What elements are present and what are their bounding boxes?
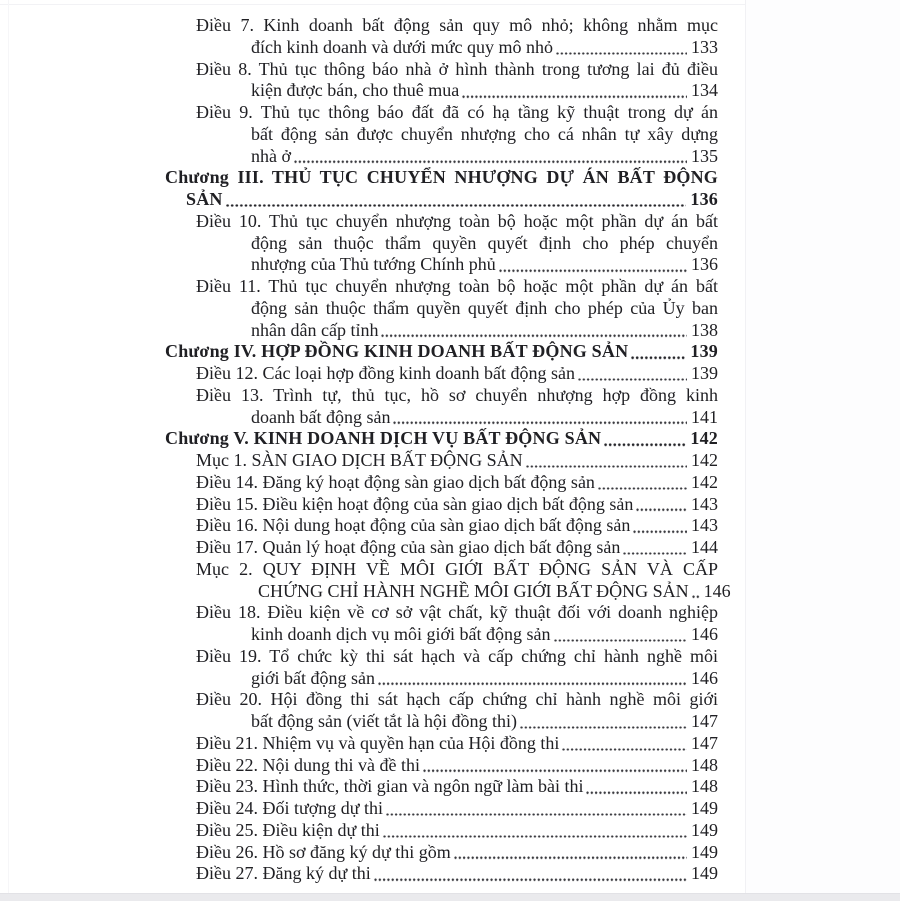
toc-line: [186, 189, 718, 211]
toc-entry-title: Điều 24. Đối tượng dự thi: [196, 798, 384, 818]
dot-leader: [692, 595, 700, 598]
toc-entry-title: Điều 25. Điều kiện dự thi: [196, 819, 380, 840]
toc-entry: [0, 102, 718, 167]
toc-entry: [0, 820, 718, 842]
toc-line: [196, 863, 718, 885]
page-number: 136: [691, 254, 718, 275]
page-number: 147: [691, 711, 718, 731]
toc-entry: [0, 755, 718, 777]
toc-entry-title: Điều 21. Nhiệm vụ và quyền hạn của Hội đồng thi: [196, 732, 560, 753]
page-number: 146: [691, 624, 718, 644]
toc-entry: [0, 776, 718, 798]
dot-leader: [520, 726, 687, 729]
toc-entry: [0, 537, 718, 559]
toc-entry-title: Điều 27. Đăng ký dự thi: [196, 863, 371, 884]
dot-leader: [454, 856, 687, 859]
page-number: 139: [691, 363, 718, 383]
dot-leader: [554, 639, 688, 642]
toc-entry-title: doanh bất động sản: [251, 406, 391, 427]
toc-line: Chương III. THỦ TỤC CHUYỂN NHƯỢNG DỰ ÁN BẤT ĐỘNG: [165, 167, 718, 188]
toc-line: Điều 18. Điều kiện về cơ sở vật chất, kỹ thuật đối với doanh nghiệp: [196, 602, 718, 623]
page-number: 142: [691, 450, 718, 470]
page-number: 144: [691, 537, 718, 557]
toc-entry: [0, 689, 718, 733]
page-number: 133: [691, 36, 718, 57]
toc-line: [196, 494, 718, 516]
toc-entry-title: Điều 23. Hình thức, thời gian và ngôn ngữ làm bài thi: [196, 776, 584, 797]
toc-line: bất động sản được chuyển nhượng cho cá nhân tự xây dựng: [251, 123, 718, 144]
page-number: 146: [691, 667, 718, 688]
toc-line: Mục 2. QUY ĐỊNH VỀ MÔI GIỚI BẤT ĐỘNG SẢN VÀ CẤP: [196, 558, 718, 579]
toc-line: động sản thuộc thẩm quyền quyết định cho phép chuyển: [251, 232, 718, 253]
toc-entry: [0, 863, 718, 885]
page-number: 149: [691, 798, 718, 818]
toc-line: [196, 515, 718, 537]
toc-line: [251, 711, 718, 733]
toc-entry-title: nhà ở: [251, 145, 292, 166]
toc-line: Điều 8. Thủ tục thông báo nhà ở hình thành trong tương lai đủ điều: [196, 58, 718, 79]
toc-line: [196, 472, 718, 494]
dot-leader: [462, 95, 687, 98]
toc-line: [196, 733, 718, 755]
toc-entry: [0, 842, 718, 864]
toc-entry: [0, 341, 718, 363]
page-number: 135: [691, 145, 718, 166]
dot-leader: [598, 487, 687, 490]
toc-line: [251, 407, 718, 429]
page-number: 149: [691, 841, 718, 862]
toc-entry: [0, 602, 718, 646]
toc-line: [196, 450, 718, 472]
toc-entry-title: Mục 1. SÀN GIAO DỊCH BẤT ĐỘNG SẢN: [196, 450, 523, 470]
toc-line: [165, 428, 718, 450]
dot-leader: [578, 378, 687, 381]
toc-line: [251, 146, 718, 168]
toc-line: Điều 19. Tổ chức kỳ thi sát hạch và cấp chứng chỉ hành nghề môi: [196, 645, 718, 666]
toc-entry-title: Điều 22. Nội dung thi và đề thi: [196, 754, 420, 775]
dot-leader: [633, 530, 687, 533]
toc-entry-title: Điều 16. Nội dung hoạt động của sàn giao dịch bất động sản: [196, 515, 631, 536]
toc-line: Điều 10. Thủ tục chuyển nhượng toàn bộ hoặc một phần dự án bất: [196, 210, 718, 231]
toc-entry: [0, 276, 718, 341]
dot-leader: [636, 508, 687, 511]
toc-entry: [0, 733, 718, 755]
page-number: 142: [691, 471, 718, 492]
dot-leader: [499, 269, 687, 272]
toc-line: động sản thuộc thẩm quyền quyết định cho phép của Ủy ban: [251, 297, 718, 318]
toc-line: [165, 341, 718, 363]
dot-leader: [423, 769, 687, 772]
page-number: 148: [691, 754, 718, 775]
page-number: 146: [703, 580, 731, 601]
page-number: 147: [691, 732, 718, 753]
toc-entry: [0, 494, 718, 516]
page-number: 141: [691, 406, 718, 427]
toc-line: [251, 254, 718, 276]
toc-entry: [0, 515, 718, 537]
toc-entry-title: Chương V. KINH DOANH DỊCH VỤ BẤT ĐỘNG SẢN: [165, 428, 602, 449]
toc-entry-title: Điều 14. Đăng ký hoạt động sàn giao dịch bất động sản: [196, 471, 595, 492]
dot-leader: [562, 748, 687, 751]
toc-entry: [0, 15, 718, 59]
dot-leader: [623, 552, 687, 555]
toc-entry: [0, 558, 731, 603]
toc-line: Điều 9. Thủ tục thông báo đất đã có hạ tầng kỹ thuật trong dự án: [196, 102, 718, 122]
toc-entry: [0, 798, 718, 820]
dot-leader: [631, 356, 686, 359]
page-right-margin: [745, 0, 900, 893]
toc-line: [251, 37, 718, 59]
toc-entry: [0, 59, 718, 103]
page-number: 139: [690, 341, 718, 362]
page-number: 149: [691, 819, 718, 840]
toc-entry-title: Điều 15. Điều kiện hoạt động của sàn giao dịch bất động sản: [196, 493, 634, 514]
dot-leader: [378, 682, 687, 685]
toc-entry: [0, 363, 718, 385]
toc-entry: [0, 167, 718, 211]
toc-line: [251, 80, 718, 102]
toc-entry-title: đích kinh doanh và dưới mức quy mô nhỏ: [251, 36, 553, 57]
toc-entry-title: giới bất động sản: [251, 667, 376, 688]
toc-entry-title: Chương IV. HỢP ĐỒNG KINH DOANH BẤT ĐỘNG SẢN: [165, 341, 629, 362]
toc-entry-title: nhân dân cấp tỉnh: [251, 319, 379, 340]
toc-line: Điều 7. Kinh doanh bất động sản quy mô nhỏ; không nhằm mục: [196, 15, 718, 35]
toc-entry-title: SẢN: [186, 189, 223, 209]
dot-leader: [383, 835, 687, 838]
page-number: 148: [691, 776, 718, 797]
page-number: 138: [691, 319, 718, 340]
page-number: 149: [691, 863, 718, 884]
toc-line: Điều 13. Trình tự, thủ tục, hồ sơ chuyển nhượng hợp đồng kinh: [196, 384, 718, 405]
toc-line: [196, 537, 718, 559]
dot-leader: [374, 878, 687, 881]
dot-leader: [526, 465, 687, 468]
toc-line: [196, 776, 718, 798]
toc-entry-title: Điều 17. Quản lý hoạt động của sàn giao dịch bất động sản: [196, 537, 621, 557]
page-number: 143: [691, 515, 718, 536]
toc-entry-title: nhượng của Thủ tướng Chính phủ: [251, 254, 496, 275]
toc-line: [196, 363, 718, 385]
page-number: 136: [690, 189, 718, 209]
toc-line: Điều 20. Hội đồng thi sát hạch cấp chứng chỉ hành nghề môi giới: [196, 689, 718, 710]
toc-entry: [0, 428, 718, 450]
dot-leader: [586, 791, 687, 794]
dot-leader: [386, 813, 687, 816]
toc-entry-title: Điều 26. Hồ sơ đăng ký dự thi gồm: [196, 841, 451, 862]
toc-entry: [0, 472, 718, 494]
page-number: 143: [691, 493, 718, 514]
toc-line: [251, 320, 718, 342]
page-number: 142: [690, 428, 718, 449]
toc-entry-title: bất động sản (viết tắt là hội đồng thi): [251, 711, 517, 731]
dot-leader: [604, 443, 686, 446]
dot-leader: [381, 334, 687, 337]
toc-entry-title: Điều 12. Các loại hợp đồng kinh doanh bất động sản: [196, 363, 575, 383]
dot-leader: [556, 52, 687, 55]
toc-entry-title: CHỨNG CHỈ HÀNH NGHỀ MÔI GIỚI BẤT ĐỘNG SẢN: [258, 580, 689, 601]
table-of-contents: [0, 15, 731, 885]
dot-leader: [294, 160, 687, 163]
dot-leader: [226, 204, 687, 207]
toc-line: [251, 624, 718, 646]
toc-line: [196, 820, 718, 842]
toc-entry: [0, 450, 718, 472]
toc-entry: [0, 211, 718, 276]
toc-line: [196, 798, 718, 820]
page-left-edge: [8, 0, 9, 893]
toc-line: [258, 580, 731, 603]
toc-line: Điều 11. Thủ tục chuyển nhượng toàn bộ hoặc một phần dự án bất: [196, 276, 718, 296]
dot-leader: [393, 421, 687, 424]
toc-line: [251, 668, 718, 690]
toc-line: [196, 755, 718, 777]
toc-entry-title: kiện được bán, cho thuê mua: [251, 80, 460, 101]
toc-entry-title: kinh doanh dịch vụ môi giới bất động sản: [251, 624, 551, 644]
page-number: 134: [691, 80, 718, 101]
toc-entry: [0, 646, 718, 690]
toc-entry: [0, 385, 718, 429]
toc-line: [196, 842, 718, 864]
